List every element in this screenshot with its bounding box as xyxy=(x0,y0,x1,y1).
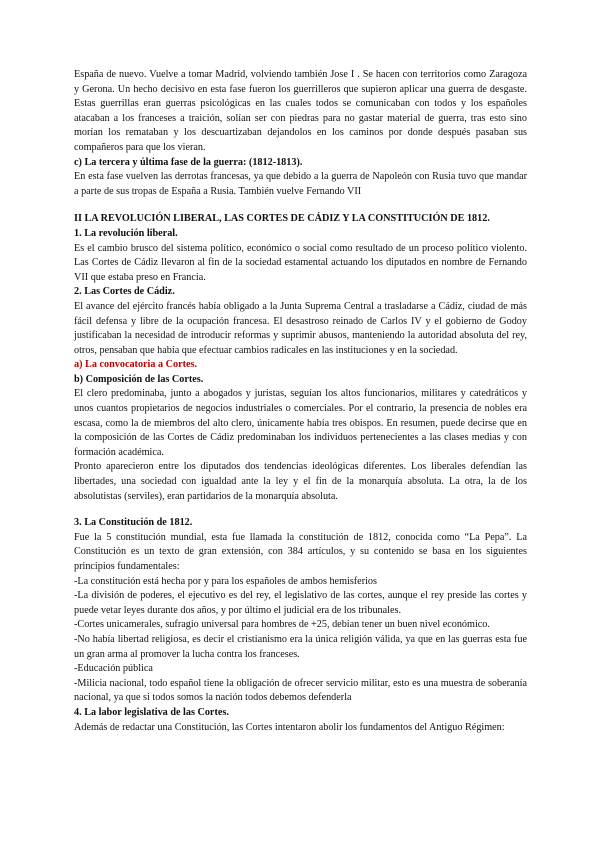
heading-convocatoria: a) La convocatoria a Cortes. xyxy=(74,359,198,371)
paragraph-war-phase-three: En esta fase vuelven las derrotas francesas, ya que debido a la guerra de Napoleón con Rusia tuvo que mandar a parte de sus tropas de España a Rusia. También vuelve Fernando VII xyxy=(74,171,527,197)
list-item-principle: -Educación pública xyxy=(74,663,153,675)
paragraph-composicion: El clero predominaba, junto a abogados y juristas, seguían los altos funcionarios, militares y catedráticos y unos cuantos propietarios de negocios industriales o comerciales. Por el contrario, la presencia de nobles era escasa, como la de miembros del alto clero, únicamente había tres obispos. En resumen, puede decirse que en la composición de las Cortes de Cádiz predominaban los individuos pertenecientes a las clases medias y con formación académica. xyxy=(74,388,527,458)
document-body xyxy=(74,68,527,735)
list-item-principle: -La constitución está hecha por y para los españoles de ambos hemisferios xyxy=(74,575,377,587)
list-item-principle: -Milicia nacional, todo español tiene la obligación de ofrecer servicio militar, esto es una muestra de soberanía nacional, ya que si todos somos la nación todos debemos defenderla xyxy=(74,677,527,704)
heading-constitucion-1812: 3. La Constitución de 1812. xyxy=(74,517,193,529)
paragraph-war-phase-two: España de nuevo. Vuelve a tomar Madrid, volviendo también Jose I . Se hacen con territorios como Zaragoza y Gerona. Un hecho decisivo en esta fase fueron los guerrilleros que supieron aplicar una guerra de desgaste. Estas guerrillas eran guerras psicológicas en las cuales todos se comunicaban con todos y los españoles atacaban a los franceses a traición, solían ser con piedras para no gastar material de guerra, tras esto sino morían los remataban y los descuartizaban dejandolos en los caminos por donde después pasaban sus compañeros para que los vieran. xyxy=(74,69,527,153)
heading-composicion: b) Composición de las Cortes. xyxy=(74,373,204,385)
heading-war-phase-three: c) La tercera y última fase de la guerra: (1812-1813). xyxy=(74,156,303,168)
paragraph-cortes-de-cadiz: El avance del ejército francés había obligado a la Junta Suprema Central a trasladarse a Cádiz, ciudad de más fácil defensa y libre de la ocupación francesa. El desastroso reinado de Carlos IV y el gobierno de Godoy justificaban la necesidad de introducir reformas y suprimir abusos, manteniendo la autoridad absoluta del rey, otros, pensaban que había que efectuar cambios radicales en las instituciones y en la sociedad. xyxy=(74,300,527,356)
paragraph-labor-legislativa: Además de redactar una Constitución, las Cortes intentaron abolir los fundamentos del Antiguo Régimen: xyxy=(74,721,505,733)
heading-cortes-de-cadiz: 2. Las Cortes de Cádiz. xyxy=(74,286,175,298)
section-title-liberal-revolution: II LA REVOLUCIÓN LIBERAL, LAS CORTES DE CÁDIZ Y LA CONSTITUCIÓN DE 1812. xyxy=(74,213,490,225)
paragraph-tendencias: Pronto aparecieron entre los diputados dos tendencias ideológicas diferentes. Los liberales defendían las libertades, una sociedad con igualdad ante la ley y el fin de la monarquía absoluta. La otra, la de los absolutistas (serviles), eran partidarios de la monarquía absoluta. xyxy=(74,461,527,502)
paragraph-constitucion-1812: Fue la 5 constitución mundial, esta fue llamada la constitución de 1812, conocida como “La Pepa”. La Constitución es un texto de gran extensión, con 384 artículos, y su contenido se basa en los siguientes principios fundamentales: xyxy=(74,531,527,572)
list-item-principle: -No había libertad religiosa, es decir el cristianismo era la única religión válida, ya que en las guerras esta fue un gran arma al promover la lucha contra los franceses. xyxy=(74,633,527,660)
list-item-principle: -La división de poderes, el ejecutivo es del rey, el legislativo de las cortes, aunque el rey preside las cortes y puede vetar leyes durante dos años, y por último el judicial era de los tribunales. xyxy=(74,590,527,616)
paragraph-liberal-revolution: Es el cambio brusco del sistema político, económico o social como resultado de un proceso político violento. Las Cortes de Cádiz llevaron al fin de la sociedad estamental actuando los diputados en nombre de Fernando VII que estaba preso en Francia. xyxy=(74,242,527,283)
list-item-principle: -Cortes unicamerales, sufragio universal para hombres de +25, debían tener un buen nivel económico. xyxy=(74,619,490,631)
heading-labor-legislativa: 4. La labor legislativa de las Cortes. xyxy=(74,706,229,718)
heading-liberal-revolution: 1. La revolución liberal. xyxy=(74,227,178,239)
